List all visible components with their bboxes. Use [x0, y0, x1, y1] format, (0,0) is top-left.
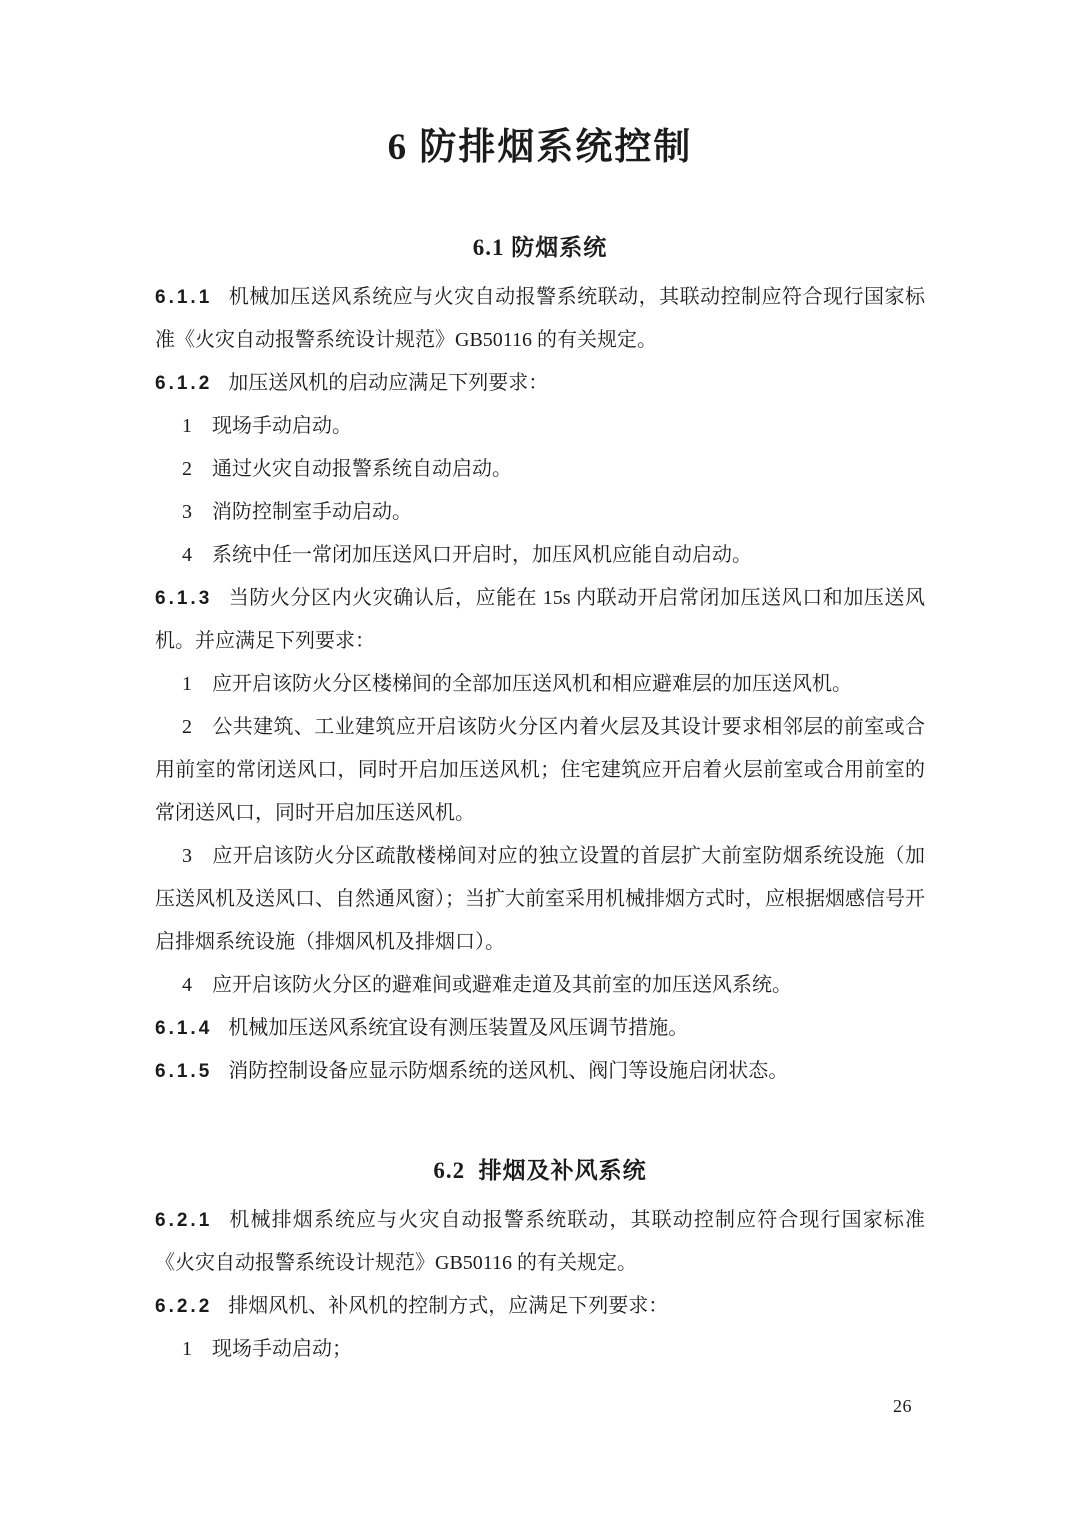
paragraph-text: 系统中任一常闭加压送风口开启时，加压风机应能自动启动。 — [212, 543, 752, 566]
document-body — [0, 234, 1080, 1370]
item-number: 3 — [182, 844, 192, 867]
item-paragraph — [155, 534, 925, 577]
item-number: 4 — [182, 543, 192, 566]
item-number: 3 — [182, 500, 192, 523]
clause-number: 6.2.1 — [155, 1209, 213, 1231]
clause-paragraph — [155, 1007, 925, 1050]
clause-paragraph — [155, 362, 925, 405]
clause-number: 6.1.2 — [155, 372, 213, 394]
document-section — [155, 1157, 925, 1371]
item-number: 1 — [182, 1337, 192, 1360]
paragraph-text: 机械排烟系统应与火灾自动报警系统联动，其联动控制应符合现行国家标准《火灾自动报警系统设计规范》GB50116 的有关规定。 — [155, 1208, 925, 1274]
paragraph-text: 应开启该防火分区的避难间或避难走道及其前室的加压送风系统。 — [212, 973, 792, 996]
item-number: 1 — [182, 414, 192, 437]
item-number: 2 — [182, 715, 192, 738]
clause-number: 6.1.5 — [155, 1060, 213, 1082]
paragraph-text: 应开启该防火分区疏散楼梯间对应的独立设置的首层扩大前室防烟系统设施（加压送风机及送风口、自然通风窗）；当扩大前室采用机械排烟方式时，应根据烟感信号开启排烟系统设施（排烟风机及排烟口）。 — [155, 844, 925, 953]
item-paragraph — [155, 706, 925, 835]
item-number: 4 — [182, 973, 192, 996]
item-paragraph — [155, 835, 925, 964]
item-paragraph — [155, 964, 925, 1007]
item-paragraph — [155, 491, 925, 534]
clause-paragraph — [155, 577, 925, 663]
page-number: 26 — [893, 1396, 912, 1416]
paragraph-text: 通过火灾自动报警系统自动启动。 — [212, 457, 512, 480]
paragraph-text: 排烟风机、补风机的控制方式，应满足下列要求： — [228, 1294, 669, 1317]
clause-number: 6.1.4 — [155, 1017, 213, 1039]
paragraph-text: 公共建筑、工业建筑应开启该防火分区内着火层及其设计要求相邻层的前室或合用前室的常闭送风口，同时开启加压送风机；住宅建筑应开启着火层前室或合用前室的常闭送风口，同时开启加压送风机。 — [155, 715, 925, 824]
item-number: 2 — [182, 457, 192, 480]
section-heading: 6.2 排烟及补风系统 — [433, 1157, 647, 1183]
clause-paragraph — [155, 1285, 925, 1328]
paragraph-text: 消防控制设备应显示防烟系统的送风机、阀门等设施启闭状态。 — [228, 1059, 789, 1082]
item-paragraph — [155, 1328, 925, 1371]
paragraph-text: 机械加压送风系统应与火灾自动报警系统联动，其联动控制应符合现行国家标准《火灾自动报警系统设计规范》GB50116 的有关规定。 — [155, 285, 925, 351]
section-heading: 6.1 防烟系统 — [472, 235, 608, 261]
item-paragraph — [155, 663, 925, 706]
paragraph-text: 现场手动启动； — [212, 1337, 352, 1360]
clause-paragraph — [155, 1050, 925, 1093]
clause-number: 6.2.2 — [155, 1295, 213, 1317]
paragraph-text: 消防控制室手动启动。 — [212, 500, 412, 523]
document-section — [155, 234, 925, 1093]
clause-number: 6.1.3 — [155, 587, 213, 609]
section-paragraphs — [155, 276, 925, 1093]
item-paragraph — [155, 405, 925, 448]
document-title: 6 防排烟系统控制 — [387, 127, 693, 168]
clause-paragraph — [155, 1199, 925, 1285]
section-paragraphs — [155, 1199, 925, 1371]
clause-paragraph — [155, 276, 925, 362]
paragraph-text: 加压送风机的启动应满足下列要求： — [228, 371, 549, 394]
paragraph-text: 机械加压送风系统宜设有测压装置及风压调节措施。 — [228, 1016, 689, 1039]
paragraph-text: 现场手动启动。 — [212, 414, 352, 437]
clause-number: 6.1.1 — [155, 286, 213, 308]
paragraph-text: 当防火分区内火灾确认后，应能在 15s 内联动开启常闭加压送风口和加压送风机。并应满足下列要求： — [155, 586, 925, 652]
item-paragraph — [155, 448, 925, 491]
item-number: 1 — [182, 672, 192, 695]
paragraph-text: 应开启该防火分区楼梯间的全部加压送风机和相应避难层的加压送风机。 — [212, 672, 852, 695]
